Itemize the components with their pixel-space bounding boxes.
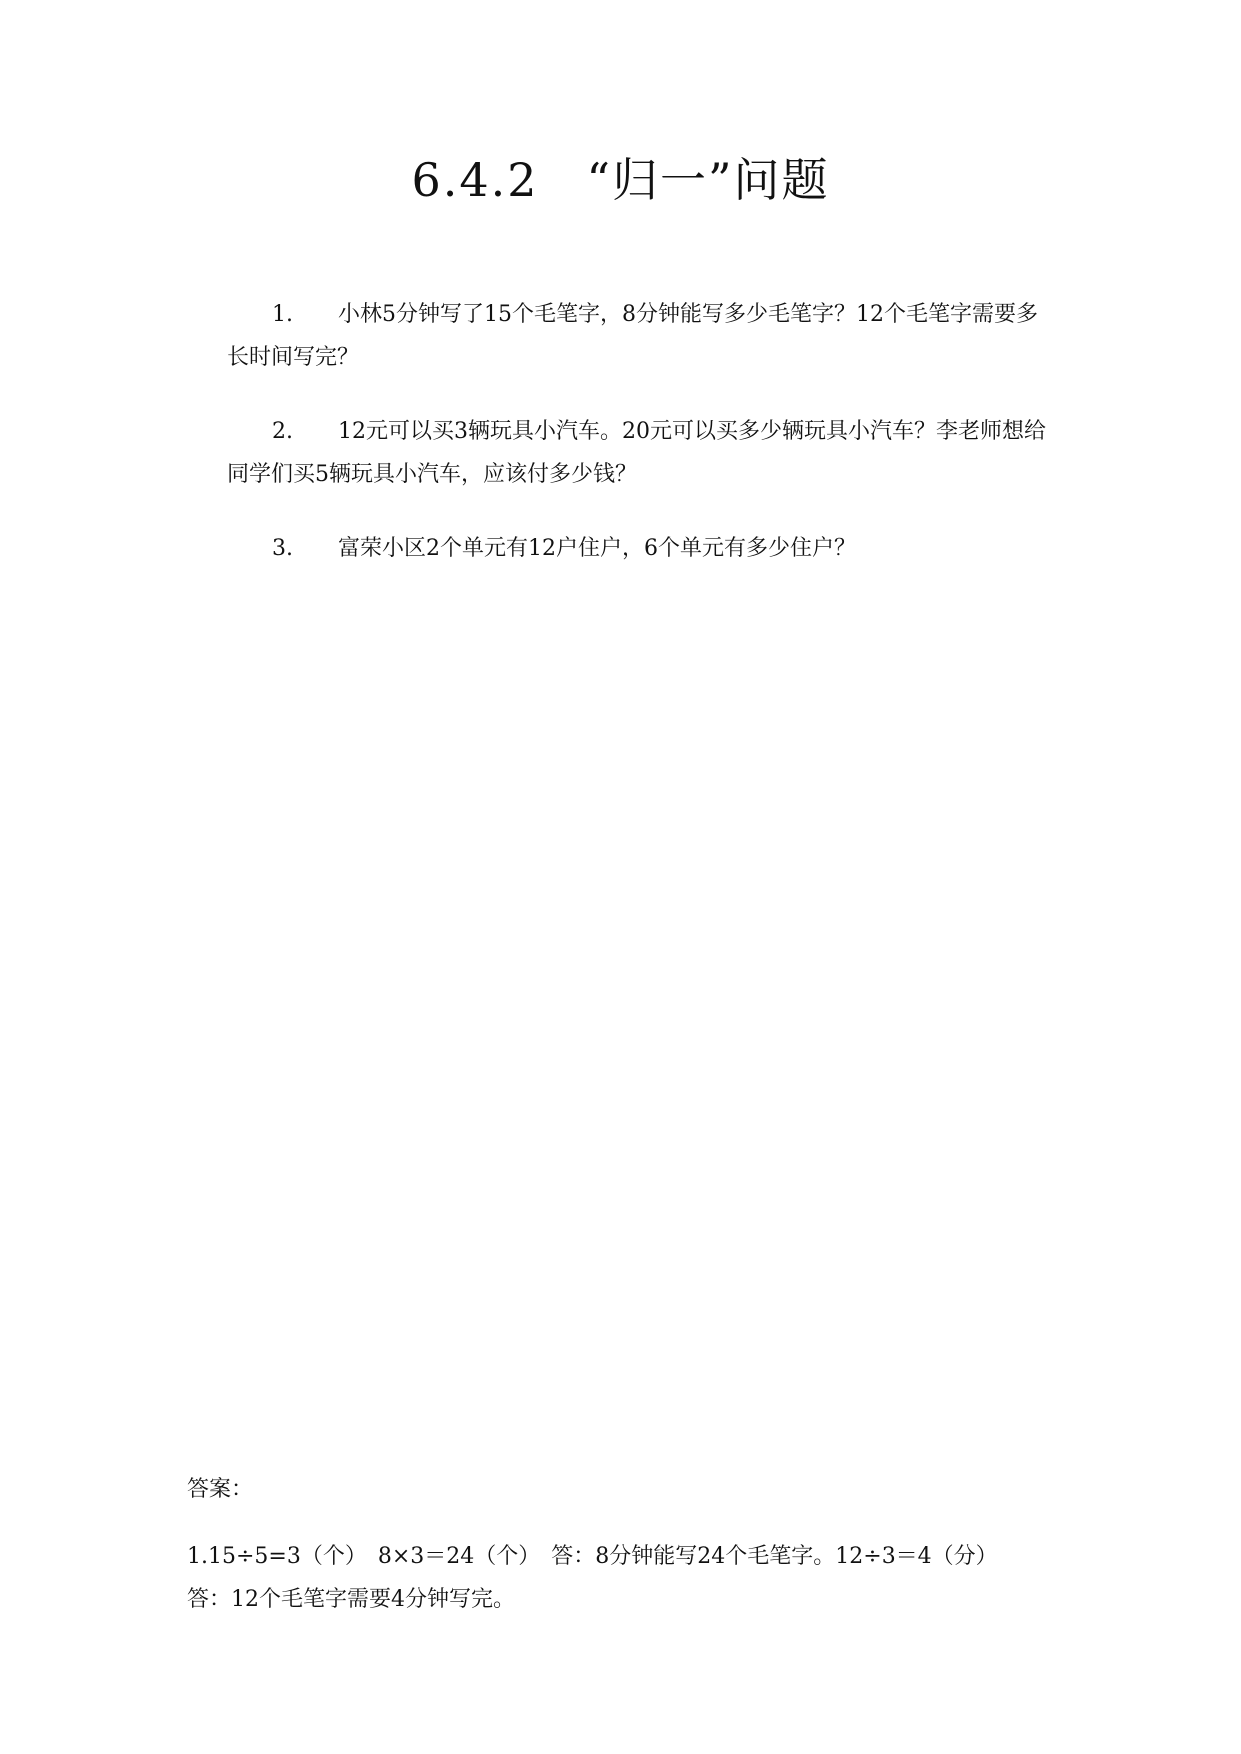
page-title: 6.4.2 “归一”问题 xyxy=(411,153,830,207)
question-item xyxy=(227,293,1057,379)
question-text: 富荣小区2个单元有12户住户，6个单元有多少住户？ xyxy=(338,536,856,561)
answers-heading: 答案： xyxy=(187,1477,254,1502)
answer-item: 1.15÷5=3（个） 8×3＝24（个） 答：8分钟能写24个毛笔字。12÷3＝4（分） 答：12个毛笔字需要4分钟写完。 xyxy=(187,1544,1009,1612)
question-number: 3. xyxy=(272,536,293,561)
question-item xyxy=(227,527,1057,570)
question-item xyxy=(227,410,1057,496)
question-text: 小林5分钟写了15个毛笔字，8分钟能写多少毛笔字？12个毛笔字需要多长时间写完？ xyxy=(227,302,1038,370)
question-number: 1. xyxy=(272,302,293,327)
question-text: 12元可以买3辆玩具小汽车。20元可以买多少辆玩具小汽车？李老师想给同学们买5辆玩具小汽车，应该付多少钱？ xyxy=(227,419,1046,487)
question-number: 2. xyxy=(272,419,293,444)
question-list xyxy=(227,293,1057,601)
